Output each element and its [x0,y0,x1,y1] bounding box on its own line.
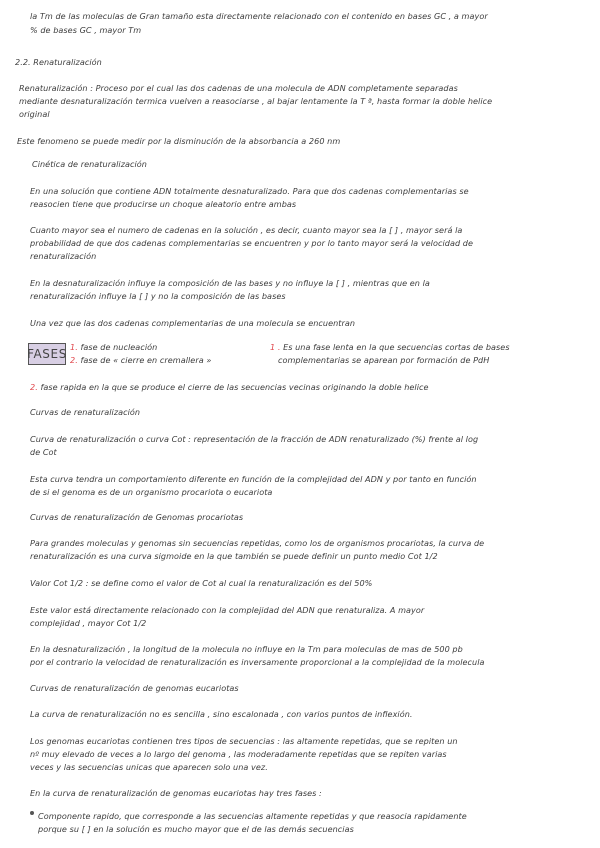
text-line: original [19,109,50,119]
text-line [70,342,157,352]
list-number: 2. [30,382,38,392]
text-line: 2.2. Renaturalización [15,57,102,67]
text-line: En la desnaturalización influye la composición de las bases y no influye la [ ] , mientras que en la [30,278,430,288]
text-line: Curva de renaturalización o curva Cot : representación de la fracción de ADN renaturalizado (%) frente al log [30,434,479,444]
text-line: de Cot [30,447,57,457]
text-line [270,342,510,352]
text-line: renaturalización influye la [ ] y no la composición de las bases [30,291,286,301]
text-line: complementarias se aparean por formación de PdH [278,355,490,365]
text-line: Componente rapido, que corresponde a las secuencias altamente repetidas y que reasocia rapidamente [38,811,467,821]
text-line: Esta curva tendra un comportamiento diferente en función de la complejidad del ADN y por tanto en función [30,474,477,484]
text-line [30,382,429,392]
bullet-dot [30,811,34,815]
text-line: de si el genoma es de un organismo procariota o eucariota [30,487,273,497]
text-line [70,355,211,365]
list-text: fase rapida en la que se produce el cierre de las secuencias vecinas originando la doble helice [37,382,429,392]
text-line: Una vez que las dos cadenas complementarias de una molecula se encuentran [30,318,356,328]
text-line: veces y las secuencias unicas que aparecen solo una vez. [30,762,268,772]
text-line: por el contrario la velocidad de renaturalización es inversamente proporcional a la complejidad de la molecula [30,657,485,667]
text-line: Curvas de renaturalización [30,407,141,417]
text-line: Curvas de renaturalización de Genomas procariotas [30,512,244,522]
text-line: Los genomas eucariotas contienen tres tipos de secuencias : las altamente repetidas, que se repiten un [30,736,458,746]
fases-label: FASES [27,347,67,361]
list-number: 1 . [270,342,281,352]
text-line: la Tm de las moleculas de Gran tamaño esta directamente relacionado con el contenido en bases GC , a mayor [30,11,488,21]
text-line: Valor Cot 1/2 : se define como el valor de Cot al cual la renaturalización es del 50% [30,578,373,588]
list-text: Es una fase lenta en la que secuencias cortas de bases [280,342,510,352]
fases-label-box [28,343,66,365]
text-line: Este fenomeno se puede medir por la disminución de la absorbancia a 260 nm [17,136,341,146]
text-line: Cinética de renaturalización [32,159,147,169]
text-line: complejidad , mayor Cot 1/2 [30,618,147,628]
text-line: renaturalización [30,251,97,261]
list-number: 1. [70,342,78,352]
list-number: 2. [70,355,78,365]
text-line: La curva de renaturalización no es sencilla , sino escalonada , con varios puntos de inflexión. [30,709,413,719]
text-line: nº muy elevado de veces a lo largo del genoma , las moderadamente repetidas que se repiten varias [30,749,447,759]
text-line: Cuanto mayor sea el numero de cadenas en la solución , es decir, cuanto mayor sea la [ ] , mayor será la [30,225,463,235]
text-line: En una solución que contiene ADN totalmente desnaturalizado. Para que dos cadenas complementarias se [30,186,469,196]
list-text: fase de « cierre en cremallera » [77,355,212,365]
text-line: Para grandes moleculas y genomas sin secuencias repetidas, como los de organismos procariotas, la curva de [30,538,485,548]
text-line: renaturalización es una curva sigmoide en la que también se puede definir un punto medio Cot 1/2 [30,551,438,561]
text-line: mediante desnaturalización termica vuelven a reasociarse , al bajar lentamente la T ª, hasta formar la doble helice [19,96,493,106]
text-line: reasocien tiene que producirse un choque aleatorio entre ambas [30,199,297,209]
text-line: probabilidad de que dos cadenas complementarias se encuentren y por lo tanto mayor será la velocidad de [30,238,474,248]
text-line: En la curva de renaturalización de genomas eucariotas hay tres fases : [30,788,322,798]
text-line: Este valor está directamente relacionado con la complejidad del ADN que renaturaliza. A mayor [30,605,425,615]
text-line: Renaturalización : Proceso por el cual las dos cadenas de una molecula de ADN completamente separadas [19,83,458,93]
text-line: En la desnaturalización , la longitud de la molecula no influye en la Tm para moleculas de mas de 500 pb [30,644,463,654]
text-line: porque su [ ] en la solución es mucho mayor que el de las demás secuencias [38,824,354,834]
text-line: % de bases GC , mayor Tm [30,25,142,35]
list-text: fase de nucleación [77,342,158,352]
text-line: Curvas de renaturalización de genomas eucariotas [30,683,239,693]
